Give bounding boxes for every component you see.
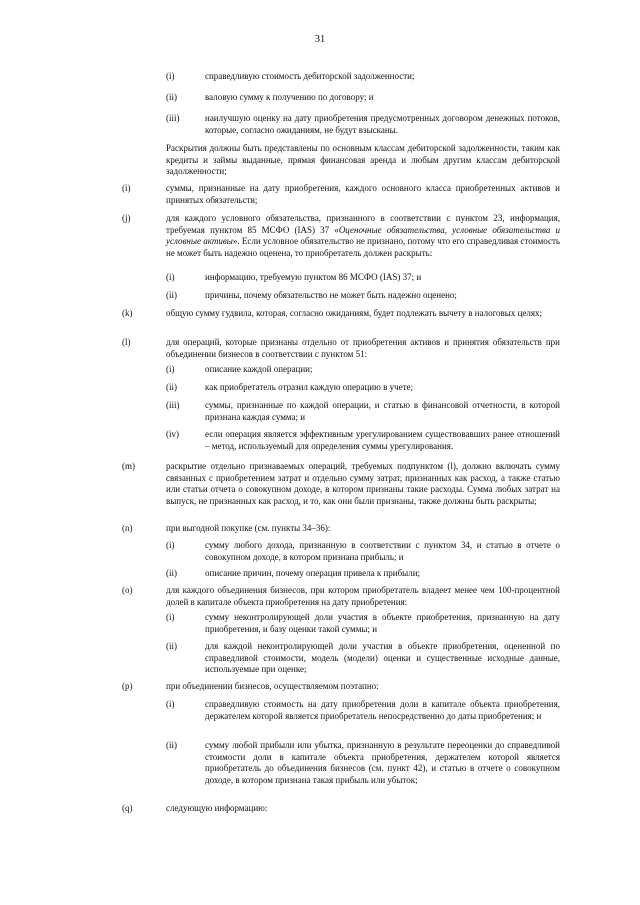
item-label: (p) bbox=[122, 681, 133, 691]
sub-label: (ii) bbox=[166, 740, 177, 750]
sub-item-text: как приобретатель отразил каждую операцию в учете; bbox=[205, 382, 414, 392]
item-label: (l) bbox=[122, 337, 131, 347]
item-label: (n) bbox=[122, 523, 133, 533]
item-text bbox=[166, 213, 560, 259]
list-label: (ii) bbox=[166, 92, 177, 102]
sub-item-text: причины, почему обязательство не может быть надежно оценено; bbox=[205, 290, 457, 300]
sub-item-text: сумму неконтролирующей доли участия в объекте приобретения, признанную на дату приобретения, и базу оценки такой суммы; и bbox=[205, 612, 560, 634]
item-text: общую сумму гудвила, которая, согласно ожиданиям, будет подлежать вычету в налоговых целях; bbox=[166, 308, 543, 318]
sub-label: (i) bbox=[166, 699, 175, 709]
item-label: (o) bbox=[122, 585, 133, 595]
item-text: следующую информацию: bbox=[166, 803, 268, 813]
item-label: (m) bbox=[122, 461, 135, 471]
sub-label: (i) bbox=[166, 272, 175, 282]
item-text: при выгодной покупке (см. пункты 34–36): bbox=[166, 523, 331, 533]
disclosure-paragraph: Раскрытия должны быть представлены по основным классам дебиторской задолженности, таким как кредиты и займы выданные, прямая финансовая аренда и любым другим классам дебиторской задолженности; bbox=[166, 143, 560, 177]
list-item-text: справедливую стоимость дебиторской задолженности; bbox=[205, 71, 415, 81]
item-text: для каждого объединения бизнесов, при котором приобретатель владеет менее чем 100-процентной долей в капитале объекта приобретения на дату приобретения: bbox=[166, 585, 560, 607]
sub-label: (ii) bbox=[166, 568, 177, 578]
item-label: (q) bbox=[122, 803, 133, 813]
sub-item-text: описание каждой операции; bbox=[205, 364, 313, 374]
standard-title: Оценочные обязательства, условные обязательства и условные активы bbox=[166, 224, 560, 247]
list-item-text: наилучшую оценку на дату приобретения предусмотренных договором денежных потоков, которые, согласно ожиданиям, не будут взысканы. bbox=[205, 113, 560, 135]
sub-item-text: если операция является эффективным урегулированием существовавших ранее отношений – метод, используемый для определения суммы урегулирования. bbox=[205, 429, 560, 451]
sub-item-text: суммы, признанные по каждой операции, и статью в финансовой отчетности, в которой признана каждая сумма; и bbox=[205, 400, 560, 422]
list-label: (i) bbox=[166, 71, 175, 81]
item-text: раскрытие отдельно признаваемых операций, требуемых подпунктом (l), должно включать сумму связанных с приобретением затрат и отдельно сумму затрат, признанных как расход, а также статью или статьи отчета о совокупном доходе, в котором признаны такие расходы. Сумма любых затрат на выпуск, не признанных как расход, и то, как они были признаны, также должны быть раскрыты; bbox=[166, 461, 560, 506]
sub-item-text: справедливую стоимость на дату приобретения доли в капитале объекта приобретения, держателем которой является приобретатель непосредственно до даты приобретения; и bbox=[205, 699, 560, 721]
sub-item-text: для каждой неконтролирующей доли участия в объекте приобретения, оцененной по справедливой стоимости, модель (модели) оценки и существенные исходные данные, используемые при оценке; bbox=[205, 641, 560, 675]
sub-item-text: сумму любого дохода, признанную в соответствии с пунктом 34, и статью в отчете о совокупном доходе, в котором признана прибыль; и bbox=[205, 540, 560, 562]
sub-item-text: описание причин, почему операция привела к прибыли; bbox=[205, 568, 421, 578]
sub-item-text: информацию, требуемую пунктом 86 МСФО (IAS) 37; и bbox=[205, 272, 422, 282]
page-number: 31 bbox=[314, 34, 326, 45]
item-text: для операций, которые признаны отдельно от приобретения активов и принятия обязательств при объединении бизнесов в соответствии с пунктом 51: bbox=[166, 337, 560, 359]
list-item-text: валовую сумму к получению по договору; и bbox=[205, 92, 374, 102]
sub-label: (i) bbox=[166, 540, 175, 550]
item-text-part: для каждого условного обязательства, признанного в соответствии с пунктом 23, информация, требуемая пунктом 85 МСФО (IAS) 37 « bbox=[166, 213, 560, 235]
sub-label: (i) bbox=[166, 612, 175, 622]
item-text: суммы, признанные на дату приобретения, каждого основного класса приобретенных активов и принятых обязательств; bbox=[166, 183, 560, 205]
item-text-part: ». Если условное обязательство не признано, потому что его справедливая стоимость не может быть надежно оценена, то приобретатель должен раскрыть: bbox=[166, 236, 561, 258]
list-label: (iii) bbox=[166, 113, 180, 123]
item-text: при объединении бизнесов, осуществляемом поэтапно: bbox=[166, 681, 379, 691]
sub-label: (iv) bbox=[166, 429, 179, 439]
sub-label: (ii) bbox=[166, 382, 177, 392]
item-label: (i) bbox=[122, 183, 131, 193]
sub-label: (i) bbox=[166, 364, 175, 374]
sub-label: (ii) bbox=[166, 641, 177, 651]
sub-label: (iii) bbox=[166, 400, 180, 410]
sub-item-text: сумму любой прибыли или убытка, признанную в результате переоценки до справедливой стоимости доли в капитале объекта приобретения, держателем которой является приобретатель до объединения бизнесов (см. пункт 42), и статью в отчете о совокупном доходе, в котором признана такая прибыль или убыток; bbox=[205, 740, 560, 785]
item-label: (j) bbox=[122, 213, 131, 223]
sub-label: (ii) bbox=[166, 290, 177, 300]
item-label: (k) bbox=[122, 308, 133, 318]
